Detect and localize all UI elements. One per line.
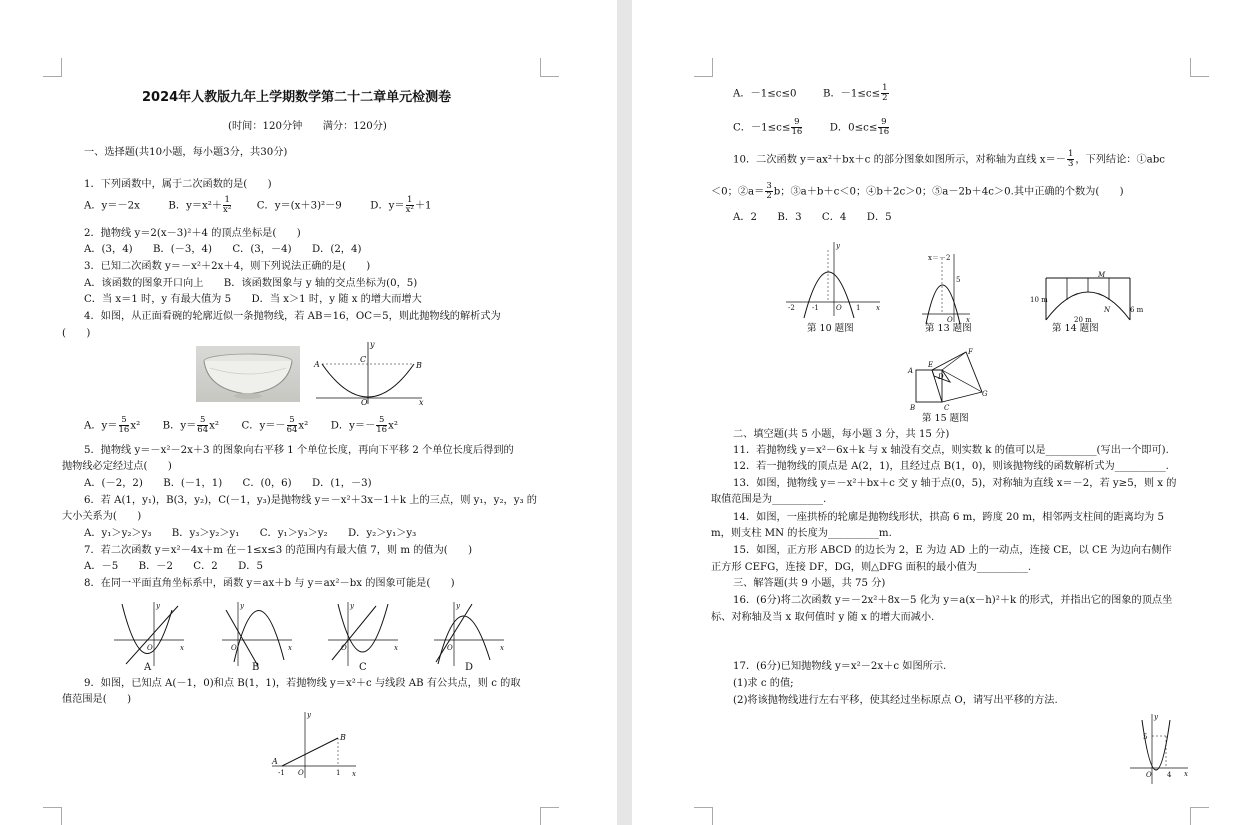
q8-label-d: D <box>465 662 474 673</box>
bowl-image-icon <box>196 346 300 402</box>
crop-mark <box>540 807 559 825</box>
fig-17-four-label: 4 <box>1167 771 1172 779</box>
fig-14-height-label: 10 m <box>1030 296 1048 304</box>
document-page-left <box>0 0 617 825</box>
fig-13-five-label: 5 <box>956 276 961 284</box>
q8-label-b: B <box>252 662 260 673</box>
q8-graph-c <box>326 600 401 673</box>
svg-text:O: O <box>231 644 237 652</box>
q8-graph-d <box>432 600 507 673</box>
label-a: A <box>314 360 320 369</box>
x-axis-label: x <box>1184 770 1188 778</box>
svg-text:D: D <box>938 373 944 381</box>
crop-mark <box>540 58 559 77</box>
q10-options: A．2 B．3 C．4 D．5 <box>733 212 892 223</box>
x-axis-label: x <box>419 398 424 407</box>
y-axis-label: y <box>370 340 375 349</box>
svg-text:x: x <box>394 644 398 652</box>
q9-options-cd <box>733 118 890 137</box>
q8-graph-b <box>220 600 295 673</box>
svg-text:-2: -2 <box>788 304 795 312</box>
crop-mark <box>1190 58 1209 77</box>
q1-option-b: B．y＝x²＋ <box>168 200 223 212</box>
fig-14-n-label: N <box>1104 306 1111 314</box>
q4-option-a: A．y＝ <box>84 420 118 432</box>
q8-label-a: A <box>144 662 152 673</box>
fraction: $\frac{5}{16}$ <box>376 415 388 435</box>
fig-14-bridge <box>1030 271 1144 324</box>
exam-meta: (时间：120分钟 满分：120分) <box>228 121 387 132</box>
crop-mark <box>1190 807 1209 825</box>
svg-text:y: y <box>240 602 244 610</box>
q3-options-ab: A．该函数的图象开口向上 B．该函数图象与 y 轴的交点坐标为(0，5) <box>84 278 418 289</box>
label-o: O <box>298 769 304 777</box>
label-a: A <box>272 757 278 766</box>
fraction: $\frac{1}{\text{x²}}$ <box>223 195 232 215</box>
svg-text:y: y <box>456 602 460 610</box>
question-14-cont: m，则支柱 MN 的长度为__________m. <box>711 528 892 539</box>
q7-options: A．－5 B．－2 C．2 D．5 <box>84 561 263 572</box>
svg-text:-1: -1 <box>812 304 819 312</box>
question-2: 2．抛物线 y＝2(x－3)²＋4 的顶点坐标是( ) <box>84 228 301 239</box>
svg-text:x: x <box>500 644 504 652</box>
y-axis-label: y <box>1154 713 1158 721</box>
label-o: O <box>361 398 368 407</box>
question-13-cont: 取值范围是为__________. <box>711 494 827 505</box>
question-7: 7．若二次函数 y＝x²－4x＋m 在－1≤x≤3 的范围内有最大值 7，则 m 的值为( ) <box>84 545 473 556</box>
fraction: $\frac{5}{64}$ <box>197 415 209 435</box>
svg-text:F: F <box>968 348 973 356</box>
svg-text:G: G <box>982 390 988 398</box>
caption-fig-15: 第 15 题图 <box>922 413 969 424</box>
question-16: 16．(6分)将二次函数 y＝－2x²＋8x－5 化为 y＝a(x－h)²＋k 的形式，并指出它的图象的顶点坐 <box>733 595 1173 606</box>
label-o: O <box>1146 771 1152 779</box>
question-12: 12．若一抛物线的顶点是 A(2，1)，且经过点 B(1，0)，则该抛物线的函数解析式为__________. <box>733 461 1169 472</box>
svg-text:O: O <box>447 644 453 652</box>
question-17-part-2: (2)将该抛物线进行左右平移，使其经过坐标原点 O，请写出平移的方法. <box>733 695 1058 706</box>
crop-mark <box>694 807 713 825</box>
fraction: $\frac{1}{\text{x²}}$ <box>405 195 414 215</box>
svg-text:C: C <box>944 404 950 412</box>
crop-mark <box>43 807 62 825</box>
fig-17-parabola <box>1130 712 1190 787</box>
svg-text:y: y <box>156 602 160 610</box>
question-16-cont: 标、对称轴及当 x 取何值时 y 随 x 的增大而减小. <box>711 612 935 623</box>
tick-neg-one: -1 <box>278 769 285 777</box>
question-1: 1．下列函数中，属于二次函数的是( ) <box>84 179 272 190</box>
q4-option-c: C．y＝－ <box>241 420 286 432</box>
question-10-cont: ＜0；②a＝ $\frac{3}{2}$ b；③a＋b＋c＜0；④b＋2c＞0；⑤a－2b＋4c＞0.其中正确的个数为( ) <box>711 181 1124 201</box>
svg-text:y: y <box>836 242 840 250</box>
q4-option-d: D．y＝－ <box>330 420 376 432</box>
caption-fig-13: 第 13 题图 <box>925 323 972 334</box>
label-b: B <box>416 361 422 370</box>
fig-13-axis-label: x＝－2 <box>928 254 951 262</box>
svg-text:O: O <box>147 644 153 652</box>
fraction: $\frac{3}{2}$ <box>766 181 772 201</box>
svg-text:x: x <box>876 304 880 312</box>
q1-option-c: C．y＝(x＋3)²－9 <box>256 200 342 212</box>
q2-options: A．(3，4) B．(－3，4) C．(3，－4) D．(2，4) <box>84 244 362 255</box>
question-6: 6．若 A(1，y₁)，B(3，y₂)，C(－1，y₃)是抛物线 y＝－x²＋3x－1＋k 上的三点，则 y₁，y₂，y₃ 的 <box>84 495 537 506</box>
svg-text:x: x <box>180 644 184 652</box>
fraction: $\frac{9}{16}$ <box>878 117 890 137</box>
fig-10-parabola <box>784 240 884 320</box>
q9-segment-figure <box>270 710 360 780</box>
svg-text:y: y <box>350 602 354 610</box>
question-14: 14．如图，一座拱桥的轮廓是抛物线形状，拱高 6 m，跨度 20 m，相邻两支柱间的距离均为 5 <box>733 512 1164 523</box>
question-4: 4．如图，从正面看碗的轮廓近似一条抛物线，若 AB＝16，OC＝5，则此抛物线的解析式为 <box>84 311 501 322</box>
answer-blank: ( ) <box>62 328 91 339</box>
y-axis-label: y <box>307 711 311 719</box>
q4-option-b: B．y＝ <box>162 420 197 432</box>
question-15-cont: 正方形 CEFG，连接 DF，DG，则△DFG 面积的最小值为__________. <box>711 562 1032 573</box>
svg-text:O: O <box>341 644 347 652</box>
question-13: 13．如图，抛物线 y＝－x²＋bx＋c 交 y 轴于点(0，5)，对称轴为直线 x＝－2，若 y≥5，则 x 的 <box>733 478 1177 489</box>
label-b: B <box>340 733 346 742</box>
fraction: $\frac{1}{3}$ <box>1067 149 1074 169</box>
fig-14-side-label: 6 m <box>1130 306 1144 314</box>
question-11: 11．若抛物线 y＝x²－6x＋k 与 x 轴没有交点，则实数 k 的值可以是__________(写出一个即可). <box>733 445 1169 456</box>
x-axis-label: x <box>352 770 356 778</box>
question-9-cont: 值范围是( ) <box>62 694 132 705</box>
question-3: 3．已知二次函数 y＝－x²＋2x＋4，则下列说法正确的是( ) <box>84 261 371 272</box>
tick-one: 1 <box>336 769 341 777</box>
section-heading: 一、选择题(共10小题，每小题3分，共30分) <box>84 147 288 158</box>
q8-graph-a <box>112 600 187 673</box>
svg-text:x: x <box>288 644 292 652</box>
q6-options: A．y₁＞y₂＞y₃ B．y₃＞y₂＞y₁ C．y₁＞y₃＞y₂ D．y₂＞y₁＞y₃ <box>84 528 417 539</box>
fraction: $\frac{5}{64}$ <box>286 415 298 435</box>
question-5-cont: 抛物线必定经过点( ) <box>62 461 172 472</box>
q1-options: A．y＝－2x B．y＝x²＋ $\frac{1}{\text{x²}}$ C．y＝(x＋3)²－9 D．y＝ $\frac{1}{\text{x²}}$ ＋1 <box>84 195 432 215</box>
fig-14-m-label: M <box>1098 271 1106 279</box>
label-c: C <box>360 355 367 364</box>
q9-option-d: D．0≤c≤ <box>829 122 878 134</box>
q8-label-c: C <box>359 662 367 673</box>
svg-text:B: B <box>910 404 916 412</box>
exam-title: 2024年人教版九年上学期数学第二十二章单元检测卷 <box>142 90 452 105</box>
question-17: 17．(6分)已知抛物线 y＝x²－2x＋c 如图所示. <box>733 661 947 672</box>
crop-mark <box>43 58 62 77</box>
q3-options-cd: C．当 x＝1 时，y 有最大值为 5 D．当 x＞1 时，y 随 x 的增大而增大 <box>84 294 422 305</box>
q9-option-a: A．－1≤c≤0 <box>733 88 797 100</box>
section-heading: 二、填空题(共 5 小题，每小题 3 分，共 15 分) <box>733 429 950 440</box>
q9-option-c: C．－1≤c≤ <box>733 122 791 134</box>
question-10: 10．二次函数 y＝ax²＋bx＋c 的部分图象如图所示，对称轴为直线 x＝－ $\frac{1}{3}$ ，下列结论：①abc <box>733 149 1165 169</box>
q9-option-b: B．－1≤c≤ <box>822 88 881 100</box>
question-9: 9．如图，已知点 A(－1，0)和点 B(1，1)，若抛物线 y＝x²＋c 与线段 AB 有公共点，则 c 的取 <box>84 678 521 689</box>
question-6-cont: 大小关系为( ) <box>62 511 142 522</box>
caption-fig-14: 第 14 题图 <box>1052 323 1099 334</box>
fig-14-span-label: 20 m <box>1074 316 1092 324</box>
q5-options: A．(－2，2) B．(－1，1) C．(0，6) D．(1，－3) <box>84 478 372 489</box>
q1-option-a: A．y＝－2x <box>84 200 140 212</box>
question-15: 15．如图，正方形 ABCD 的边长为 2，E 为边 AD 上的一动点，连接 CE，以 CE 为边向右侧作 <box>733 545 1172 556</box>
caption-fig-10: 第 10 题图 <box>807 323 854 334</box>
svg-text:1: 1 <box>856 304 861 312</box>
svg-text:O: O <box>947 316 953 324</box>
svg-text:A: A <box>908 367 914 375</box>
fraction: $\frac{5}{16}$ <box>118 415 130 435</box>
q9-options-ab <box>733 84 890 103</box>
q4-parabola-figure <box>312 340 427 406</box>
crop-mark <box>694 58 713 77</box>
fig-15-squares <box>906 346 988 412</box>
bowl-photo <box>196 346 300 402</box>
fig-13-parabola <box>922 252 972 324</box>
question-17-part-1: (1)求 c 的值; <box>733 678 794 689</box>
svg-text:x: x <box>966 316 970 324</box>
question-5: 5．抛物线 y＝－x²－2x＋3 的图象向右平移 1 个单位长度，再向下平移 2 个单位长度后得到的 <box>84 445 514 456</box>
section-heading: 三、解答题(共 9 小题，共 75 分) <box>733 578 886 589</box>
fraction: $\frac{9}{16}$ <box>791 117 803 137</box>
question-8: 8．在同一平面直角坐标系中，函数 y＝ax＋b 与 y＝ax²－bx 的图象可能是( ) <box>84 578 455 589</box>
q4-options: A．y＝ $\frac{5}{16}$ x² B．y＝ $\frac{5}{64}$ x² C．y＝－ $\frac{5}{64}$ x² D．y＝－ $\frac{5}{16}$ x² <box>84 415 398 435</box>
fig-17-five-label: 5 <box>1143 733 1148 741</box>
document-page-right <box>632 0 1245 825</box>
svg-text:E: E <box>928 361 934 369</box>
q1-option-d: D．y＝ <box>370 200 405 212</box>
fraction: $\frac{1}{2}$ <box>882 83 888 103</box>
svg-text:O: O <box>836 304 842 312</box>
